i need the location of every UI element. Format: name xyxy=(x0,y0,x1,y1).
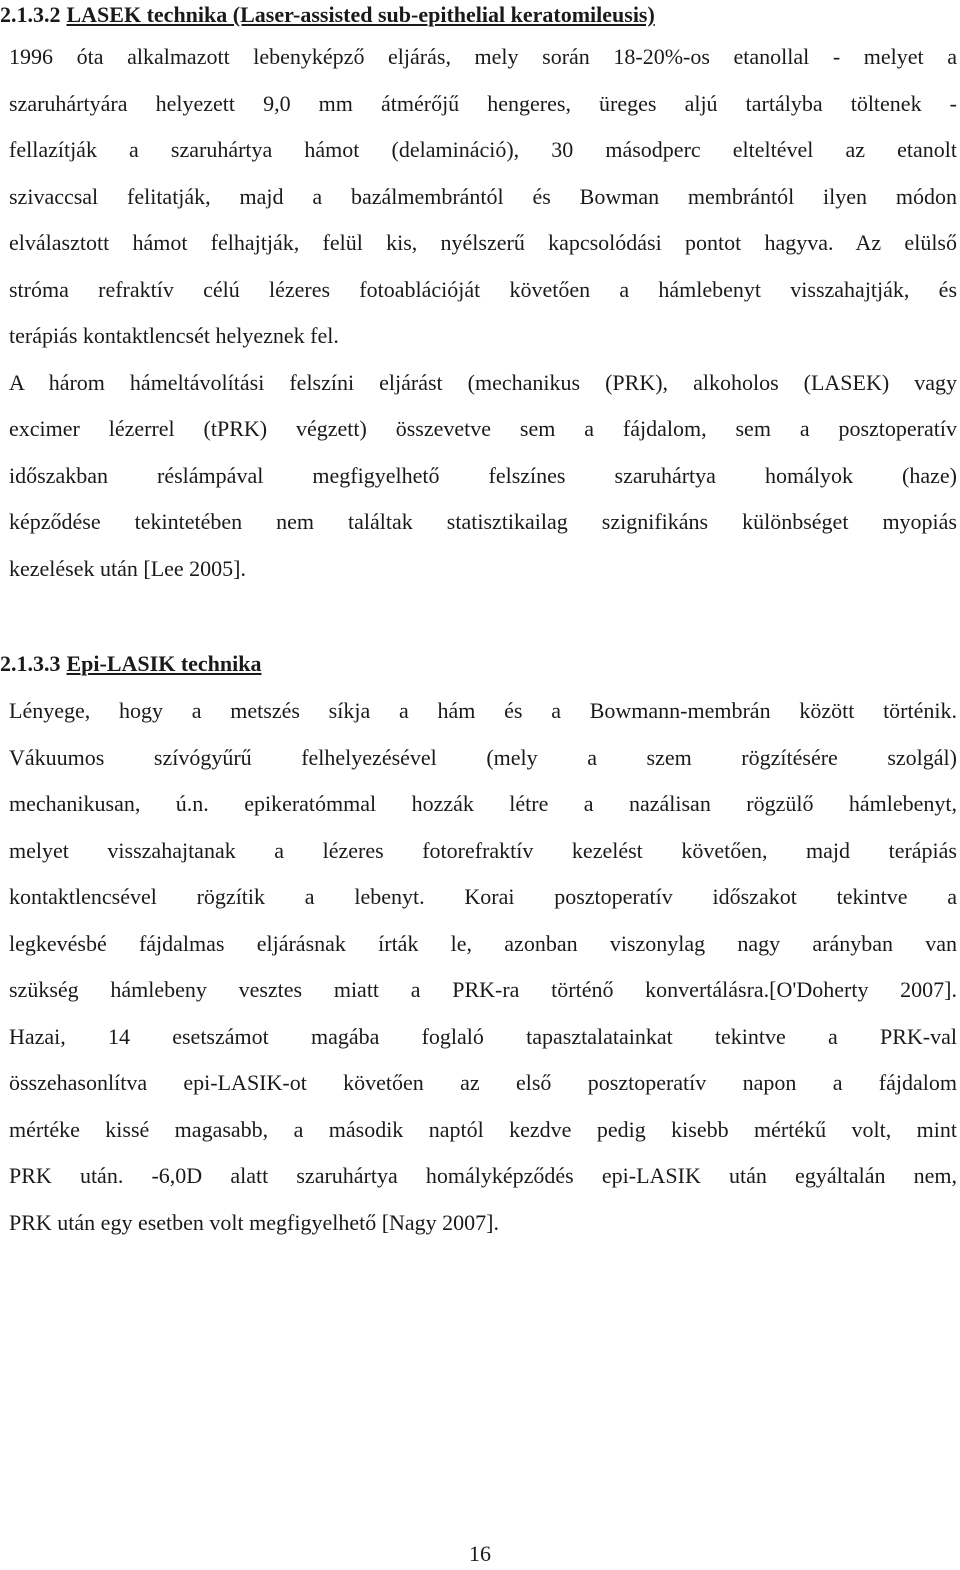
text-line: A három hámeltávolítási felszíni eljárást (mechanikus (PRK), alkoholos (LASEK) vagy xyxy=(9,369,957,395)
text-line: képződése tekintetében nem találtak statisztikailag szignifikáns különbséget myopiás xyxy=(9,509,957,534)
section-title: LASEK technika (Laser-assisted sub-epithelial keratomileusis) xyxy=(66,2,655,27)
text-line: összehasonlítva epi-LASIK-ot követően az első posztoperatív napon a fájdalom xyxy=(9,1070,957,1095)
text-line: Lényege, hogy a metszés síkja a hám és a Bowmann-membrán között történik. xyxy=(9,698,957,723)
page-number: 16 xyxy=(469,1541,491,1566)
section-heading-lasek xyxy=(0,3,655,27)
text-line: legkevésbé fájdalmas eljárásnak írták le, azonban viszonylag nagy arányban van xyxy=(9,930,957,956)
text-line: Hazai, 14 esetszámot magába foglaló tapasztalatainkat tekintve a PRK-val xyxy=(9,1023,957,1049)
text-line: PRK után. -6,0D alatt szaruhártya homályképződés epi-LASIK után egyáltalán nem, xyxy=(9,1163,957,1188)
text-line: 1996 óta alkalmazott lebenyképző eljárás, mely során 18-20%-os etanollal - melyet a xyxy=(9,44,957,69)
section-number: 2.1.3.3 xyxy=(0,651,61,676)
section-heading-epi-lasik xyxy=(0,652,262,676)
text-line: időszakban réslámpával megfigyelhető felszínes szaruhártya homályok (haze) xyxy=(9,462,957,488)
text-line: stróma refraktív célú lézeres fotoablációját követően a hámlebenyt visszahajtják, és xyxy=(9,276,957,302)
text-line: kontaktlencsével rögzítik a lebenyt. Korai posztoperatív időszakot tekintve a xyxy=(9,884,957,909)
text-line: fellazítják a szaruhártya hámot (delamináció), 30 másodperc elteltével az etanolt xyxy=(9,137,957,162)
text-line: szükség hámlebeny vesztes miatt a PRK-ra történő konvertálásra.[O'Doherty 2007]. xyxy=(9,977,957,1002)
text-line: PRK után egy esetben volt megfigyelhető [Nagy 2007]. xyxy=(9,1209,500,1235)
text-line: szivaccsal felitatják, majd a bazálmembrántól és Bowman membrántól ilyen módon xyxy=(9,183,957,209)
text-line: szaruhártyára helyezett 9,0 mm átmérőjű hengeres, üreges aljú tartályba töltenek - xyxy=(9,90,957,116)
text-line: elválasztott hámot felhajtják, felül kis, nyélszerű kapcsolódási pontot hagyva. Az elülső xyxy=(9,230,957,255)
section-body-epi-lasik xyxy=(9,688,957,1246)
section-title: Epi-LASIK technika xyxy=(66,651,262,676)
text-line: kezelések után [Lee 2005]. xyxy=(9,555,246,581)
text-line: Vákuumos szívógyűrű felhelyezésével (mely a szem rögzítésére szolgál) xyxy=(9,744,957,770)
section-number: 2.1.3.2 xyxy=(0,2,61,27)
text-line: mechanikusan, ú.n. epikeratómmal hozzák létre a nazálisan rögzülő hámlebenyt, xyxy=(9,791,957,816)
text-line: mértéke kissé magasabb, a második naptól kezdve pedig kisebb mértékű volt, mint xyxy=(9,1116,957,1142)
text-line: terápiás kontaktlencsét helyeznek fel. xyxy=(9,323,339,348)
text-line: melyet visszahajtanak a lézeres fotorefraktív kezelést követően, majd terápiás xyxy=(9,837,957,863)
text-line: excimer lézerrel (tPRK) végzett) összevetve sem a fájdalom, sem a posztoperatív xyxy=(9,416,957,441)
section-body-lasek xyxy=(9,34,957,592)
